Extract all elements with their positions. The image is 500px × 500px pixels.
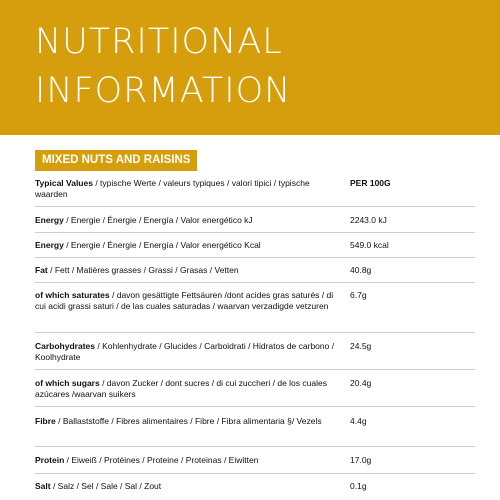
row-label-bold: Energy xyxy=(35,240,64,250)
row-label-rest: / typische Werte / valeurs typiques / valori tipici / typische waarden xyxy=(35,178,310,199)
divider xyxy=(35,232,475,233)
row-value: 4.4g xyxy=(350,416,367,426)
row-label xyxy=(35,240,335,251)
row-label-bold: Carbohydrates xyxy=(35,341,95,351)
row-value: PER 100G xyxy=(350,178,391,188)
divider xyxy=(35,257,475,258)
row-label-bold: Salt xyxy=(35,481,51,491)
row-label-bold: Energy xyxy=(35,215,64,225)
row-label-rest: / Salz / Sel / Sale / Sal / Zout xyxy=(50,481,162,491)
row-value: 20.4g xyxy=(350,378,372,388)
row-value: 40.8g xyxy=(350,265,372,275)
divider xyxy=(35,282,475,283)
row-value: 24.5g xyxy=(350,341,372,351)
row-label-rest: / Fett / Matières grasses / Grassi / Grasas / Vetten xyxy=(47,265,239,275)
row-value: 6.7g xyxy=(350,290,367,300)
row-label-bold: of which saturates xyxy=(35,290,110,300)
row-label-rest: / Kohlenhydrate / Glucides / Carboidrati / Hidratos de carbono / Koolhydrate xyxy=(35,341,335,362)
row-value: 0.1g xyxy=(350,481,367,491)
row-label-bold: Protein xyxy=(35,455,65,465)
row-label-rest: / davon gesättigte Fettsäuren /dont acides gras saturés / di cui acidi grassi saturi / de las cuales saturadas / waarvan verzadigde vetzuren xyxy=(35,290,334,311)
row-label-rest: / Eiweiß / Protéines / Proteine / Proteinas / Eiwitten xyxy=(64,455,259,465)
section-label: MIXED NUTS AND RAISINS xyxy=(35,150,197,171)
row-value: 2243.0 kJ xyxy=(350,215,387,225)
title-line-1: NUTRITIONAL xyxy=(35,22,283,62)
row-label-rest: / Energie / Énergie / Energía / Valor energético kJ xyxy=(63,215,253,225)
row-label xyxy=(35,215,335,226)
row-label-bold: Fibre xyxy=(35,416,56,426)
divider xyxy=(35,332,475,333)
row-label xyxy=(35,265,335,276)
row-label-rest: / Ballaststoffe / Fibres alimentaires / Fibre / Fibra alimentaria §/ Vezels xyxy=(55,416,322,426)
row-label-bold: Fat xyxy=(35,265,48,275)
row-label xyxy=(35,178,335,200)
row-label xyxy=(35,341,335,363)
title-banner xyxy=(0,0,500,135)
divider xyxy=(35,446,475,447)
row-label xyxy=(35,290,335,312)
divider xyxy=(35,206,475,207)
row-label xyxy=(35,481,335,492)
divider xyxy=(35,473,475,474)
divider xyxy=(35,406,475,407)
row-label xyxy=(35,416,335,427)
row-label-rest: / davon Zucker / dont sucres / di cui zuccheri / de los cuales azúcares /waarvan suikers xyxy=(35,378,327,399)
row-value: 17.0g xyxy=(350,455,372,465)
row-value: 549.0 kcal xyxy=(350,240,389,250)
title-line-2: INFORMATION xyxy=(35,71,292,111)
row-label-bold: Typical Values xyxy=(35,178,93,188)
row-label xyxy=(35,455,335,466)
row-label-bold: of which sugars xyxy=(35,378,100,388)
divider xyxy=(35,369,475,370)
row-label xyxy=(35,378,335,400)
row-label-rest: / Energie / Énergie / Energía / Valor energético Kcal xyxy=(63,240,261,250)
